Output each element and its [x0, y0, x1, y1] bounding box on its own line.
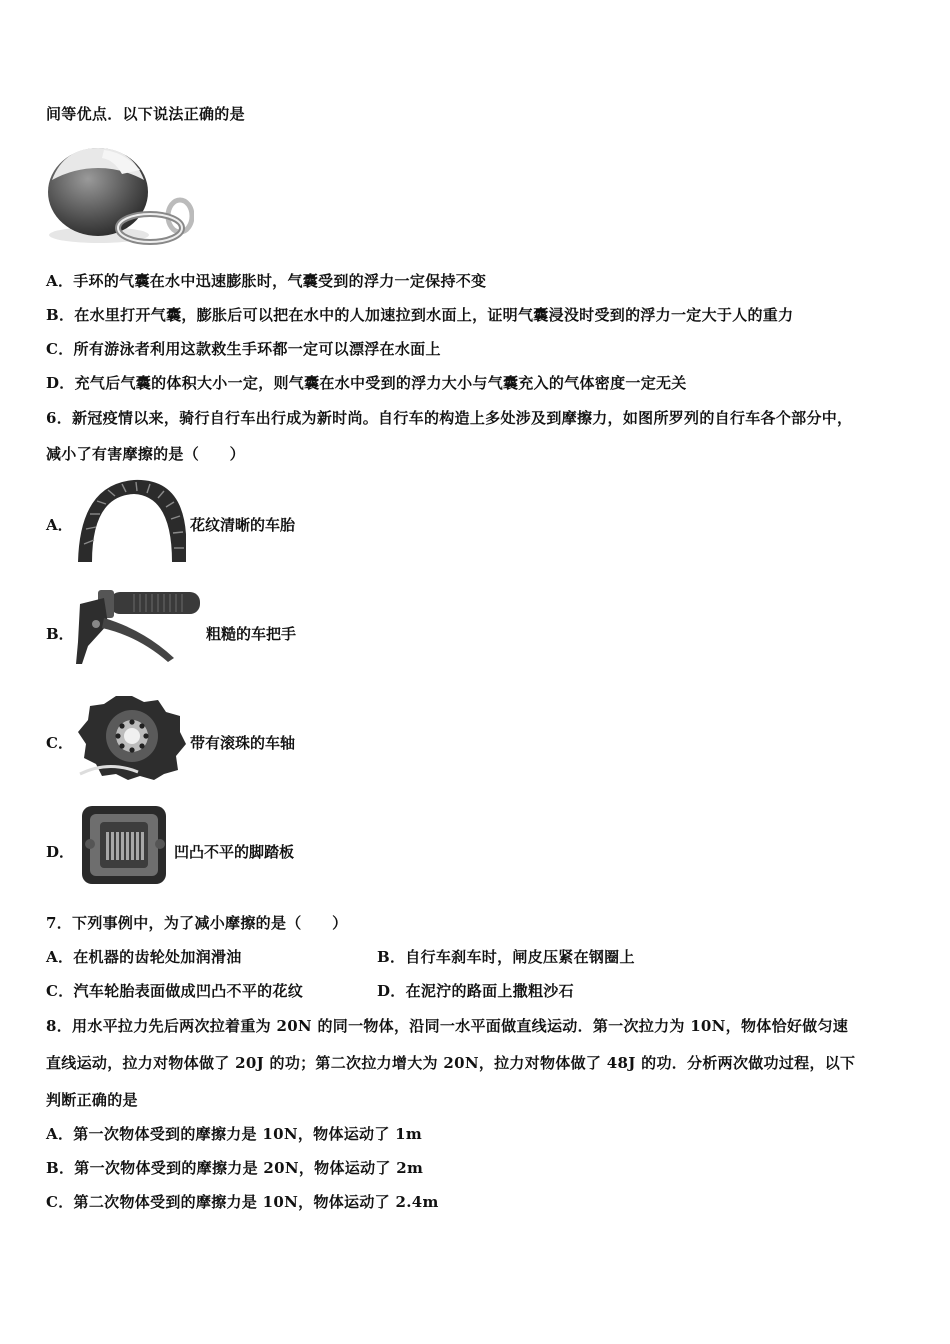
- q7-option-d: D．在泥泞的路面上撒粗沙石: [377, 982, 574, 1000]
- q8-option-b: B．第一次物体受到的摩擦力是 20N，物体运动了 2m: [46, 1159, 424, 1177]
- q8-option-c: C．第二次物体受到的摩擦力是 10N，物体运动了 2.4m: [46, 1193, 439, 1211]
- q6-stem-line2: 减小了有害摩擦的是（ ）: [46, 445, 245, 463]
- pedal-icon: [80, 802, 170, 888]
- wristband-airbag-icon: [44, 140, 194, 250]
- q6-option-c-text: 带有滚珠的车轴: [190, 734, 296, 752]
- q6-option-a-label: A．: [46, 516, 73, 534]
- q8-stem-line1: 8．用水平拉力先后两次拉着重为 20N 的同一物体，沿同一水平面做直线运动．第一次拉力为 10N，物体恰好做匀速: [46, 1017, 849, 1035]
- q6-option-c-label: C．: [46, 734, 73, 752]
- q5-option-c: C．所有游泳者利用这款救生手环都一定可以漂浮在水面上: [46, 340, 441, 358]
- handlebar-grip-icon: [74, 584, 204, 668]
- q6-option-b-text: 粗糙的车把手: [206, 625, 297, 643]
- q6-option-a-text: 花纹清晰的车胎: [190, 516, 296, 534]
- q7-option-a: A．在机器的齿轮处加润滑油: [46, 948, 242, 966]
- q8-option-a: A．第一次物体受到的摩擦力是 10N，物体运动了 1m: [46, 1125, 423, 1143]
- q8-stem-line2: 直线运动，拉力对物体做了 20J 的功；第二次拉力增大为 20N，拉力对物体做了 48J 的功．分析两次做功过程，以下: [46, 1054, 856, 1072]
- q6-stem-line1: 6．新冠疫情以来，骑行自行车出行成为新时尚。自行车的构造上多处涉及到摩擦力，如图所罗列的自行车各个部分中，: [46, 409, 853, 427]
- q7-option-b: B．自行车刹车时，闸皮压紧在钢圈上: [377, 948, 635, 966]
- q8-stem-line3: 判断正确的是: [46, 1091, 138, 1109]
- q6-option-d-text: 凹凸不平的脚踏板: [174, 843, 295, 861]
- q6-option-b-label: B．: [46, 625, 74, 643]
- q5-option-d: D．充气后气囊的体积大小一定，则气囊在水中受到的浮力大小与气囊充入的气体密度一定无关: [46, 374, 687, 392]
- q7-stem: 7．下列事例中，为了减小摩擦的是（ ）: [46, 914, 348, 932]
- q5-option-b: B．在水里打开气囊，膨胀后可以把在水中的人加速拉到水面上，证明气囊浸没时受到的浮力一定大于人的重力: [46, 306, 794, 324]
- q7-option-c: C．汽车轮胎表面做成凹凸不平的花纹: [46, 982, 304, 1000]
- q6-option-d-label: D．: [46, 843, 75, 861]
- bike-tire-icon: [74, 474, 188, 562]
- q5-stem-tail: 间等优点．以下说法正确的是: [46, 105, 245, 123]
- ball-bearing-axle-icon: [78, 694, 186, 780]
- q5-option-a: A．手环的气囊在水中迅速膨胀时，气囊受到的浮力一定保持不变: [46, 272, 487, 290]
